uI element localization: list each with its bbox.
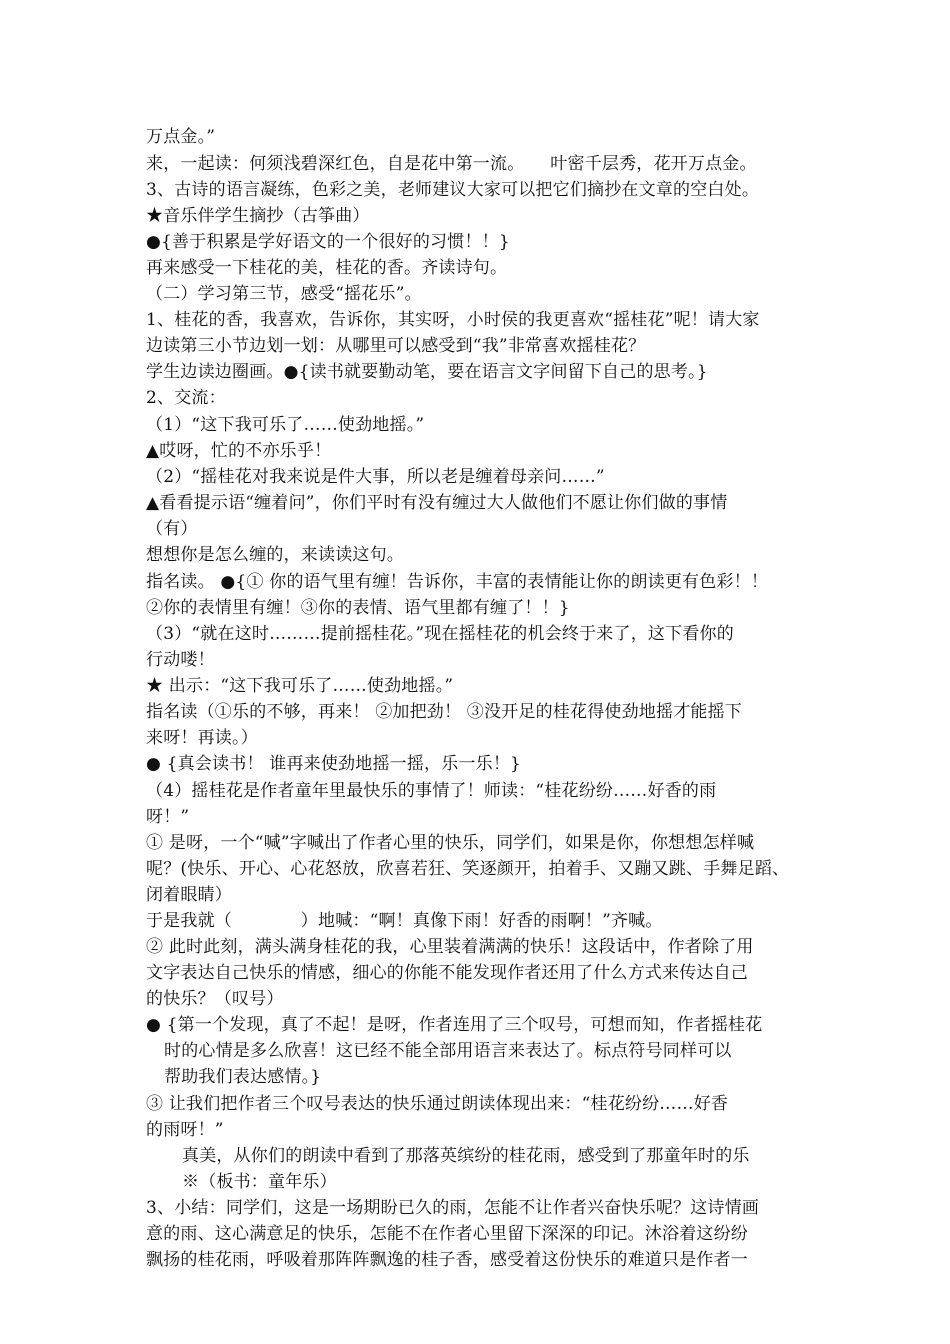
section-heading: （二）学习第三节，感受“摇花乐”。 — [146, 284, 422, 304]
text-line: 真美，从你们的朗读中看到了那落英缤纷的桂花雨，感受到了那童年时的乐 — [182, 1146, 750, 1166]
text-line: （1）“这下我可乐了……使劲地摇。” — [146, 415, 425, 435]
text-line: （3）“就在这时………提前摇桂花。”现在摇桂花的机会终于来了，这下看你的 — [146, 624, 734, 644]
text-line: 指名读（①乐的不够，再来！ ②加把劲！ ③没开足的桂花得使劲地摇才能摇下 — [146, 702, 743, 722]
text-line: 想想你是怎么缠的，来读读这句。 — [146, 545, 404, 565]
text-line: 2、交流： — [146, 388, 226, 408]
text-line: 帮助我们表达感情。} — [164, 1067, 322, 1087]
text-line: ②你的表情里有缠！③你的表情、语气里都有缠了！！} — [146, 598, 570, 618]
text-line: 3、小结：同学们，这是一场期盼已久的雨，怎能不让作者兴奋快乐呢？这诗情画 — [146, 1198, 760, 1218]
text-line: （4）摇桂花是作者童年里最快乐的事情了！师读：“桂花纷纷……好香的雨 — [146, 781, 717, 801]
text-line: ① 是呀，一个“喊”字喊出了作者心里的快乐，同学们，如果是你，你想想怎样喊 — [146, 833, 755, 853]
text-line: 时的心情是多么欣喜！这已经不能全部用语言来表达了。标点符号同样可以 — [164, 1041, 732, 1061]
text-line: 于是我就（ ）地喊：“啊！真像下雨！好香的雨啊！”齐喊。 — [146, 911, 663, 931]
text-line: ● {第一个发现，真了不起！是呀，作者连用了三个叹号，可想而知，作者摇桂花 — [146, 1015, 763, 1035]
text-line: ▲哎呀，忙的不亦乐乎！ — [146, 441, 332, 461]
text-line: 1、桂花的香，我喜欢，告诉你，其实呀，小时侯的我更喜欢“摇桂花”呢！请大家 — [146, 310, 760, 330]
text-line: ※（板书：童年乐） — [182, 1172, 337, 1192]
text-line: 边读第三小节边划一划：从哪里可以感受到“我”非常喜欢摇桂花？ — [146, 336, 646, 356]
text-line: ●{善于积累是学好语文的一个很好的习惯！！} — [146, 232, 510, 252]
text-line: 来呀！再读。） — [146, 728, 258, 748]
text-line: 万点金。” — [146, 127, 216, 147]
text-line: ★音乐伴学生摘抄（古筝曲） — [146, 206, 370, 226]
text-line: 学生边读边圈画。●{读书就要勤动笔，要在语言文字间留下自己的思考。} — [146, 362, 708, 382]
text-line: ● {真会读书！ 谁再来使劲地摇一摇，乐一乐！} — [146, 754, 522, 774]
text-line: 的快乐？（叹号） — [146, 989, 284, 1009]
text-line: 来，一起读：何须浅碧深红色，自是花中第一流。 叶密千层秀，花开万点金。 — [146, 154, 757, 174]
text-line: 行动喽！ — [146, 650, 215, 670]
text-line: 的雨呀！” — [146, 1120, 224, 1140]
text-line: 闭着眼睛） — [146, 885, 232, 905]
text-line: 指名读。 ●{① 你的语气里有缠！告诉你，丰富的表情能让你的朗读更有色彩！！ — [146, 572, 769, 592]
text-line: 3、古诗的语言凝练，色彩之美，老师建议大家可以把它们摘抄在文章的空白处。 — [146, 180, 760, 200]
text-line: ▲看看提示语“缠着问”，你们平时有没有缠过大人做他们不愿让你们做的事情 — [146, 493, 728, 513]
text-line: ③ 让我们把作者三个叹号表达的快乐通过朗读体现出来：“桂花纷纷……好香 — [146, 1094, 729, 1114]
text-line: （2）“摇桂花对我来说是件大事，所以老是缠着母亲问……” — [146, 467, 605, 487]
text-line: 意的雨、这心满意足的快乐，怎能不在作者心里留下深深的印记。沐浴着这纷纷 — [146, 1224, 748, 1244]
text-line: 再来感受一下桂花的美，桂花的香。齐读诗句。 — [146, 258, 508, 278]
text-line: ★ 出示：“这下我可乐了……使劲地摇。” — [146, 676, 454, 696]
text-line: 飘扬的桂花雨，呼吸着那阵阵飘逸的桂子香，感受着这份快乐的难道只是作者一 — [146, 1250, 748, 1270]
text-line: 文字表达自己快乐的情感，细心的你能不能发现作者还用了什么方式来传达自己 — [146, 963, 748, 983]
text-line: 呀！” — [146, 807, 190, 827]
text-line: 呢？(快乐、开心、心花怒放，欣喜若狂、笑逐颜开，拍着手、又蹦又跳、手舞足蹈、 — [146, 859, 790, 879]
text-line: ② 此时此刻，满头满身桂花的我，心里装着满满的快乐！这段话中，作者除了用 — [146, 937, 754, 957]
text-line: （有） — [146, 519, 198, 539]
